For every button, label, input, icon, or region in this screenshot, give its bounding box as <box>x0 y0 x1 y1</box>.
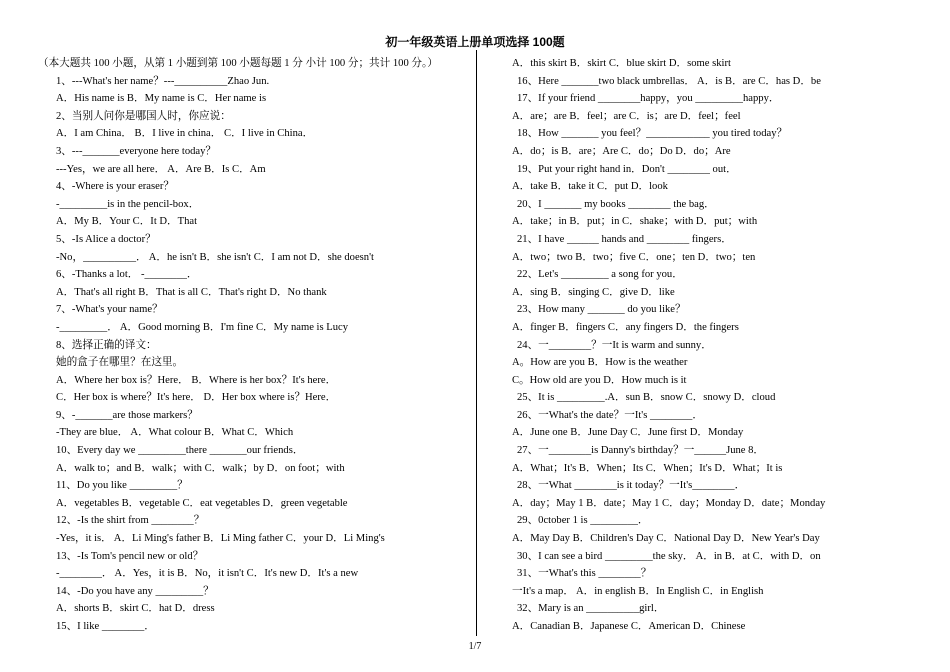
question-line: 28、一What ________is it today？一It's________． <box>517 480 746 492</box>
page-number: 1/7 <box>468 641 482 652</box>
question-line: 10、Every day we _________there _______our friends． <box>56 445 304 457</box>
question-line: 9、-_______are those markers？ <box>56 409 198 421</box>
question-line: 4、-Where is your eraser？ <box>56 181 174 193</box>
options-line: A．day；May 1 B．date；May 1 C．day；Monday D．date；Monday <box>512 497 826 509</box>
options-line: A．shorts B．skirt C．hat D．dress <box>56 603 215 615</box>
options-line: A．What；It's B．When；Its C．When；It's D．What；It is <box>512 462 783 474</box>
options-line: A．take；in B．put；in C．shake；with D．put；with <box>512 216 758 228</box>
question-line: 6、-Thanks a lot． -________． <box>56 269 198 281</box>
options-line: C．Her box is where？It's here． D．Her box where is？Here． <box>56 392 337 404</box>
question-line: 30、I can see a bird _________the sky． A．in B．at C．with D．on <box>517 550 821 562</box>
question-line: 24、一________？一It is warm and sunny． <box>517 339 712 351</box>
page-title: 初一年级英语上册单项选择 100题 <box>385 35 565 49</box>
left-column <box>38 55 468 636</box>
options-line: A．this skirt B．skirt C．blue skirt D．some skirt <box>512 58 731 69</box>
options-line: A．May Day B．Children's Day C．National Day D．New Year's Day <box>512 533 820 545</box>
column-divider <box>476 50 477 636</box>
options-line: A．do；is B．are；Are C．do；Do D．do；Are <box>512 145 731 157</box>
question-line: 16、Here _______two black umbrellas． A．is B．are C．has D．be <box>517 75 821 87</box>
options-line: A．vegetables B．vegetable C．eat vegetables D．green vegetable <box>56 497 348 509</box>
options-line: A．My B．Your C．It D．That <box>56 216 198 228</box>
question-line: 18、How _______ you feel？____________ you tired today？ <box>517 128 788 140</box>
question-line: 19、Put your right hand in．Don't ________ out． <box>517 163 737 175</box>
options-line: -No，__________． A．he isn't B．she isn't C．I am not D．she doesn't <box>56 251 374 263</box>
options-line: A．finger B．fingers C．any fingers D．the fingers <box>512 321 739 333</box>
question-line: 5、-Is Alice a doctor？ <box>56 233 156 245</box>
question-line: 23、How many _______ do you like？ <box>517 304 686 316</box>
options-line: A．sing B．singing C．give D．like <box>512 286 675 298</box>
question-line: 1、---What's her name？---__________Zhao Jun. <box>56 75 270 87</box>
question-line: 7、-What's your name？ <box>56 304 163 316</box>
options-line: ---Yes，we are all here． A．Are B．Is C．Am <box>56 163 266 175</box>
question-line: 8、选择正确的译文： <box>56 339 157 351</box>
options-line: A．are；are B．feel；are C．is；are D．feel；feel <box>512 110 741 122</box>
options-line: -_________． A．Good morning B．I'm fine C．My name is Lucy <box>56 321 349 333</box>
options-line: A．Canadian B．Japanese C．American D．Chinese <box>512 621 746 632</box>
question-line: 29、0ctober 1 is _________． <box>517 515 649 527</box>
question-line: 25、It is _________.A．sun B．snow C．snowy D．cloud <box>517 392 776 404</box>
question-line: 17、If your friend ________happy，you _________happy． <box>517 93 780 105</box>
question-line: 12、-Is the shirt from ________？ <box>56 515 205 527</box>
question-line: 31、一What's this ________？ <box>517 568 652 580</box>
options-line: A．That's all right B．That is all C．That's right D．No thank <box>56 286 327 298</box>
question-line: 32、Mary is an __________girl． <box>517 603 665 615</box>
question-line: 13、-Is Tom's pencil new or old？ <box>56 550 204 562</box>
options-line: A．walk to；and B．walk；with C．walk；by D．on foot；with <box>56 462 345 474</box>
question-line: 20、I _______ my books ________ the bag． <box>517 198 715 210</box>
options-line: A．Where her box is？Here． B．Where is her box？It's here． <box>56 374 337 386</box>
question-line: 27、一________is Danny's birthday？一______June 8． <box>517 445 765 457</box>
right-column <box>512 55 922 636</box>
question-line: -_________is in the pencil-box． <box>56 198 200 210</box>
options-line: -They are blue． A．What colour B．What C．Which <box>56 427 294 439</box>
question-line: 22、Let's _________ a song for you． <box>517 269 683 281</box>
question-line: 26、一What's the date？一It's ________． <box>517 409 703 421</box>
options-line: -________． A．Yes，it is B．No，it isn't C．It's new D．It's a new <box>56 568 359 580</box>
question-line: 3、---_______everyone here today？ <box>56 145 217 157</box>
question-line: 15、I like ________． <box>56 621 155 632</box>
options-line: C。How old are you D．How much is it <box>512 374 687 386</box>
question-line: 她的盒子在哪里？在这里。 <box>56 357 184 369</box>
instructions-text: （本大题共 100 小题，从第 1 小题到第 100 小题每题 1 分 小计 100 分；共计 100 分。） <box>38 58 438 69</box>
options-line: 一It's a map． A．in english B．In English C．in English <box>512 585 764 597</box>
question-line: 2、当别人问你是哪国人时，你应说： <box>56 110 231 122</box>
options-line: A．His name is B．My name is C．Her name is <box>56 93 267 105</box>
options-line: A．take B．take it C．put D．look <box>512 181 668 193</box>
options-line: A．I am China． B．I live in china． C．I live in China． <box>56 128 314 140</box>
question-line: 11、Do you like _________？ <box>56 480 188 492</box>
question-line: 14、-Do you have any _________？ <box>56 585 214 597</box>
question-line: 21、I have ______ hands and ________ fingers． <box>517 233 732 245</box>
options-line: -Yes，it is． A．Li Ming's father B．Li Ming father C．your D．Li Ming's <box>56 533 385 545</box>
options-line: A。How are you B．How is the weather <box>512 357 688 369</box>
options-line: A．two；two B．two；five C．one；ten D．two；ten <box>512 251 756 263</box>
options-line: A．June one B．June Day C．June first D．Monday <box>512 427 744 439</box>
